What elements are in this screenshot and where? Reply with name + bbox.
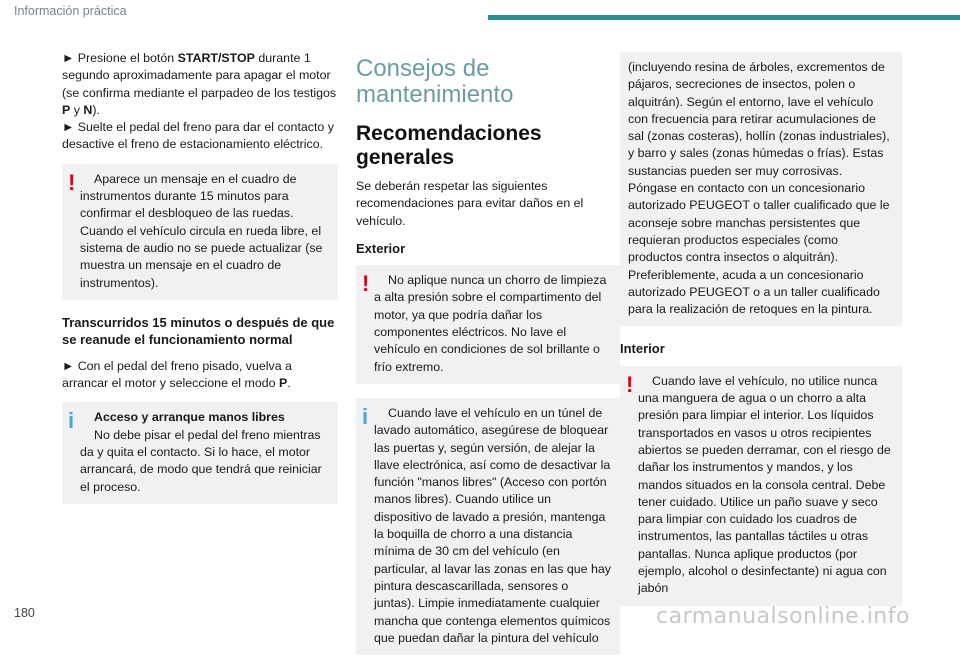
info-title: Acceso y arranque manos libres [94,410,285,425]
warning-text: No aplique nunca un chorro de limpieza a alta presión sobre el compartimento del motor, ya que podría dañar los componentes eléctricos. No lave el vehículo en condiciones de sol brillante o frío extremo. [374,273,607,374]
info-box-lavado [356,398,620,655]
info-icon: i [68,408,75,434]
info-box-manos-libres [62,402,338,503]
continued-text: (incluyendo resina de árboles, excrementos de pájaros, secreciones de insectos, polen o alquitrán). Según el entorno, lave el vehículo con frecuencia para retirar acumulaciones de sal (zonas costeras), hollín (zonas industriales), y barro y sales (zonas húmedas o frías). Estas sustancias pueden ser muy corrosivas. Póngase en contacto con un concesionario autorizado PEUGEOT o taller cualificado que le aconseje sobre manchas persistentes que requieran productos especiales (como productos contra insectos o alquitrán). Preferiblemente, acuda a un concesionario autorizado PEUGEOT o a un taller cualificado para la realización de retoques en la pintura. [628,60,890,317]
intro-text: Se deberán respetar las siguientes recomendaciones para evitar daños en el vehículo. [356,179,584,228]
page-number: 180 [14,606,35,620]
step-press-start-stop: ► Presione el botón START/STOP durante 1 segundo aproximadamente para apagar el motor (se confirma mediante el parpadeo de los testigos P y N). ► Suelte el pedal del freno para dar el contacto y desactive el freno de estacionamiento eléctrico. [62,51,337,152]
heading-recomendaciones: Recomendaciones generales [356,122,542,169]
info-text: Cuando lave el vehículo en un túnel de lavado automático, asegúrese de bloquear las puertas y, según versión, de alejar la llave electrónica, así como de desactivar la función "manos libres" (Acceso con portón manos libres). Cuando utilice un dispositivo de lavado a presión, mantenga la boquilla de chorro a una distancia mínima de 30 cm del vehículo (en particular, al lavar las zonas en las que hay pintura descascarillada, sensores o juntas). Limpie inmediatamente cualquier mancha que contenga elementos químicos que puedan dañar la pintura del vehículo [374,405,611,645]
warning-icon: ! [68,169,76,195]
heading-consejos: Consejos de mantenimiento [356,55,514,108]
info-text: No debe pisar el pedal del freno mientras da y quita el contacto. Si lo hace, el motor arrancará, de modo que tendrá que reiniciar el proceso. [80,427,322,494]
warning-box-exterior [356,265,620,384]
warning-text: Cuando lave el vehículo, no utilice nunca una manguera de agua o un chorro a alta presión para limpiar el interior. Los líquidos transportados en vasos u otros recipientes abiertos se pueden derramar, con el riesgo de dañar los instrumentos y mandos, y los mandos situados en la consola central. Debe tener cuidado. Utilice un paño suave y seco para limpiar con cuidado los cuadros de instrumentos, las pantallas táctiles u otras pantallas. Nunca aplique productos (por ejemplo, alcohol o desinfectante) ni agua con jabón [638,373,891,596]
column-1 [62,50,338,518]
label-exterior: Exterior [356,240,406,256]
warning-box-interior [620,366,902,606]
info-icon: i [362,403,369,429]
column-3 [620,52,902,620]
warning-text: Aparece un mensaje en el cuadro de instrumentos durante 15 minutos para confirmar el desbloqueo de las ruedas. Cuando el vehículo circula en rueda libre, el sistema de audio no se puede actualizar (se muestra un mensaje en el cuadro de instrumentos). [80,171,323,290]
step-restart-engine: ► Con el pedal del freno pisado, vuelva a arrancar el motor y seleccione el modo P. [62,358,292,391]
header-accent-bar [488,15,960,20]
warning-icon: ! [362,271,370,297]
label-interior: Interior [620,341,665,357]
watermark: carmanualsonline.info [656,604,910,629]
warning-icon: ! [626,371,634,397]
continued-info-box [620,52,902,326]
column-2 [356,50,620,669]
subheading-15-minutos: Transcurridos 15 minutos o después de que se reanude el funcionamiento normal [62,314,335,347]
warning-box-rueda-libre [62,164,338,300]
section-title: Información práctica [14,4,127,18]
